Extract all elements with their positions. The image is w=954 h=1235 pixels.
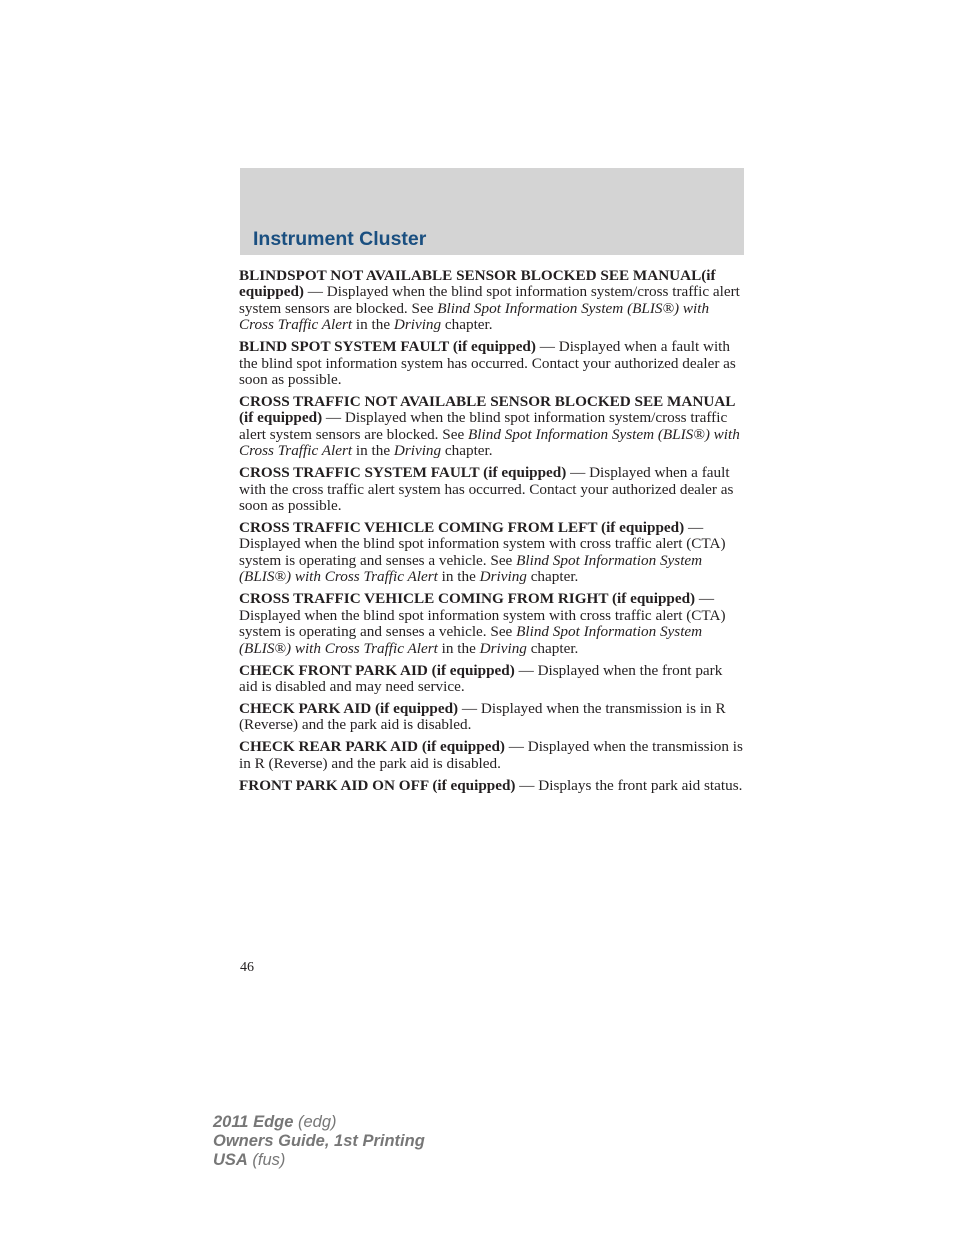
entry-text: in the bbox=[352, 316, 394, 334]
footer-market-code: (fus) bbox=[247, 1151, 286, 1169]
section-header bbox=[240, 168, 744, 255]
entry-term: CROSS TRAFFIC VEHICLE COMING FROM RIGHT (if equipped) bbox=[239, 590, 696, 608]
footer-market: USA bbox=[213, 1151, 248, 1169]
entry-term: BLINDSPOT NOT AVAILABLE SENSOR BLOCKED SEE MANUAL(if equipped) bbox=[239, 267, 716, 301]
entry-text: — Displayed when the blind spot information system/cross traffic alert system sensors are blocked. See bbox=[239, 283, 740, 317]
entry-ref: Blind Spot Information System (BLIS®) with Cross Traffic Alert bbox=[239, 551, 703, 586]
section-title: Instrument Cluster bbox=[253, 228, 427, 250]
entry-cross-traffic-fault bbox=[239, 465, 743, 514]
entry-text: — Displays the front park aid status. bbox=[515, 776, 743, 794]
entry-blind-spot-fault bbox=[239, 339, 743, 388]
footer-line-printing bbox=[213, 1132, 425, 1151]
entry-front-park-aid-on-off bbox=[239, 778, 743, 794]
footer-model: 2011 Edge bbox=[213, 1113, 294, 1131]
footer-model-code: (edg) bbox=[293, 1113, 337, 1131]
entry-ref: Blind Spot Information System (BLIS®) with Cross Traffic Alert bbox=[239, 299, 710, 334]
entry-term: BLIND SPOT SYSTEM FAULT (if equipped) bbox=[239, 338, 536, 356]
entry-term: CHECK PARK AID (if equipped) bbox=[239, 699, 459, 717]
footer-imprint bbox=[213, 1113, 425, 1170]
entry-chapter-ref: Driving bbox=[393, 442, 442, 460]
entry-ref: Blind Spot Information System (BLIS®) with Cross Traffic Alert bbox=[239, 425, 740, 460]
message-list bbox=[239, 268, 743, 800]
entry-text: — Displayed when the blind spot information system with cross traffic alert (CTA) system is operating and senses a vehicle. See bbox=[239, 590, 726, 641]
page-number: 46 bbox=[240, 960, 254, 975]
entry-cross-traffic-left bbox=[239, 520, 743, 586]
entry-text: chapter. bbox=[441, 442, 493, 460]
entry-text: — Displayed when the blind spot information system/cross traffic alert system sensors are blocked. See bbox=[239, 409, 728, 443]
entry-text: chapter. bbox=[526, 639, 579, 657]
entry-term: CROSS TRAFFIC NOT AVAILABLE SENSOR BLOCKED SEE MANUAL (if equipped) bbox=[239, 393, 735, 427]
entry-text: — Displayed when the front park aid is disabled and may need service. bbox=[239, 661, 723, 695]
entry-check-front-park-aid bbox=[239, 663, 743, 696]
entry-text: — Displayed when a fault with the blind spot information system has occurred. Contact your authorized dealer as soon as possible. bbox=[239, 338, 736, 389]
footer-line-market bbox=[213, 1151, 425, 1170]
entry-text: in the bbox=[437, 639, 480, 657]
entry-text: in the bbox=[352, 442, 394, 460]
entry-text: chapter. bbox=[526, 568, 579, 586]
entry-ref: Blind Spot Information System (BLIS®) with Cross Traffic Alert bbox=[239, 623, 703, 657]
entry-text: — Displayed when a fault with the cross traffic alert system has occurred. Contact your authorized dealer as soon as possible. bbox=[239, 464, 734, 515]
entry-text: chapter. bbox=[441, 316, 493, 334]
entry-chapter-ref: Driving bbox=[479, 639, 527, 657]
entry-text: in the bbox=[437, 568, 480, 586]
entry-text: — Displayed when the blind spot information system with cross traffic alert (CTA) system is operating and senses a vehicle. See bbox=[239, 519, 726, 569]
entry-term: FRONT PARK AID ON OFF (if equipped) bbox=[239, 776, 516, 794]
entry-check-park-aid bbox=[239, 701, 743, 734]
entry-term: CHECK REAR PARK AID (if equipped) bbox=[239, 738, 505, 756]
entry-chapter-ref: Driving bbox=[393, 316, 442, 334]
entry-cross-traffic-sensor-blocked bbox=[239, 394, 743, 460]
entry-text: — Displayed when the transmission is in R (Reverse) and the park aid is disabled. bbox=[239, 738, 743, 772]
entry-check-rear-park-aid bbox=[239, 739, 743, 772]
entry-term: CROSS TRAFFIC VEHICLE COMING FROM LEFT (if equipped) bbox=[239, 519, 685, 537]
entry-text: — Displayed when the transmission is in R (Reverse) and the park aid is disabled. bbox=[239, 699, 726, 734]
entry-term: CROSS TRAFFIC SYSTEM FAULT (if equipped) bbox=[239, 464, 567, 482]
entry-blindspot-sensor-blocked bbox=[239, 268, 743, 334]
entry-term: CHECK FRONT PARK AID (if equipped) bbox=[239, 661, 515, 679]
footer-printing: Owners Guide, 1st Printing bbox=[213, 1132, 425, 1150]
footer-line-model bbox=[213, 1113, 425, 1132]
entry-cross-traffic-right bbox=[239, 591, 743, 657]
entry-chapter-ref: Driving bbox=[479, 568, 527, 586]
